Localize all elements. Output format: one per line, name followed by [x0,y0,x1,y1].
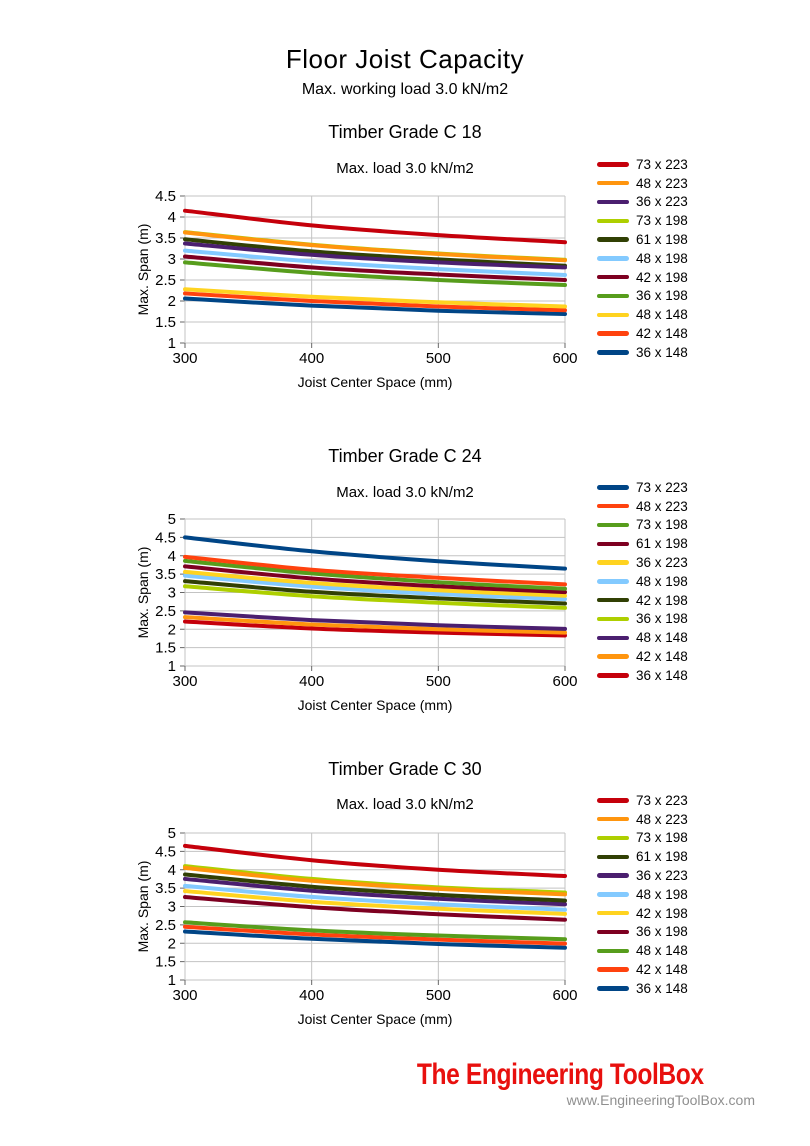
legend-item [597,572,797,591]
x-tick-label: 300 [172,673,198,690]
y-axis-title: Max. Span (m) [135,223,151,316]
legend-label: 48 x 198 [636,886,688,902]
y-tick-label: 2 [167,621,176,639]
legend-swatch [597,294,629,299]
legend-swatch [597,654,629,659]
y-tick-label: 2 [167,293,176,310]
legend-label: 73 x 198 [636,830,688,846]
x-tick-label: 500 [425,987,451,1004]
x-axis-title: Joist Center Space (mm) [297,1011,453,1027]
legend-label: 36 x 198 [636,924,688,940]
legend-swatch [597,836,629,841]
chart-title-c18: Timber Grade C 18 [328,122,482,142]
legend-item [597,666,797,685]
page-title: Floor Joist Capacity [285,44,525,74]
legend-label: 36 x 198 [636,611,688,627]
y-tick-label: 3 [167,898,176,916]
legend-item [597,591,797,610]
legend-item [597,516,797,535]
y-tick-label: 4 [167,547,176,565]
chart-svg-1 [130,505,600,735]
y-tick-label: 5 [167,825,176,842]
legend-swatch [597,200,629,205]
legend-swatch [597,313,629,318]
chart-subtitle-c18: Max. load 3.0 kN/m2 [336,160,474,177]
chart-title-c24: Timber Grade C 24 [328,446,482,466]
legend-swatch [597,181,629,186]
legend-label: 36 x 223 [636,194,688,210]
legend-swatch [597,219,629,224]
x-tick-label: 400 [299,350,325,367]
legend-swatch [597,560,629,565]
legend-label: 48 x 223 [636,811,688,827]
engineering-toolbox-url[interactable]: www.EngineeringToolBox.com [566,1092,755,1108]
legend-swatch [597,967,629,972]
y-axis-title: Max. Span (m) [135,546,151,639]
legend-label: 42 x 198 [636,269,688,285]
y-tick-label: 2.5 [155,602,176,620]
legend-label: 42 x 148 [636,326,688,342]
legend-item [597,268,797,287]
legend-swatch [597,930,629,935]
legend-label: 48 x 148 [636,307,688,323]
x-tick-label: 500 [425,673,451,690]
legend-item [597,249,797,268]
legend-item [597,610,797,629]
legend-item [597,829,797,848]
legend-item [597,904,797,923]
legend-label: 73 x 198 [636,213,688,229]
y-tick-label: 4.5 [155,843,176,861]
legend-label: 48 x 223 [636,498,688,514]
y-tick-label: 3 [167,584,176,602]
legend-item [597,305,797,324]
legend-item [597,810,797,829]
y-tick-label: 2.5 [155,272,176,289]
legend-label: 42 x 148 [636,962,688,978]
legend-label: 48 x 148 [636,943,688,959]
legend-label: 61 x 198 [636,536,688,552]
legend-item [597,155,797,174]
y-tick-label: 4.5 [155,529,176,547]
legend-c30 [597,791,797,998]
legend-item [597,497,797,516]
legend-swatch [597,504,629,509]
legend-label: 48 x 223 [636,175,688,191]
legend-swatch [597,798,629,803]
legend-label: 61 x 198 [636,849,688,865]
legend-label: 36 x 148 [636,980,688,996]
legend-item [597,885,797,904]
legend-item [597,847,797,866]
legend-label: 48 x 198 [636,573,688,589]
legend-item [597,174,797,193]
legend-swatch [597,817,629,822]
legend-swatch [597,485,629,490]
y-tick-label: 1.5 [155,953,176,971]
legend-label: 42 x 198 [636,905,688,921]
legend-label: 48 x 148 [636,630,688,646]
legend-swatch [597,673,629,678]
legend-item [597,553,797,572]
x-axis-title: Joist Center Space (mm) [297,374,453,390]
legend-label: 36 x 223 [636,555,688,571]
legend-swatch [597,350,629,355]
legend-item [597,941,797,960]
y-tick-label: 5 [167,511,176,528]
legend-item [597,324,797,343]
legend-swatch [597,275,629,280]
y-axis-title: Max. Span (m) [135,860,151,953]
y-tick-label: 1 [167,972,176,989]
y-tick-label: 4 [167,209,176,226]
legend-swatch [597,523,629,528]
legend-swatch [597,636,629,641]
chart-title-c30: Timber Grade C 30 [328,759,482,779]
legend-item [597,230,797,249]
legend-label: 42 x 148 [636,649,688,665]
legend-swatch [597,873,629,878]
y-tick-label: 1 [167,335,176,352]
legend-label: 61 x 198 [636,232,688,248]
legend-label: 36 x 198 [636,288,688,304]
legend-swatch [597,237,629,242]
x-tick-label: 600 [552,673,578,690]
chart-c18 [130,182,600,412]
legend-label: 73 x 223 [636,156,688,172]
legend-swatch [597,892,629,897]
y-tick-label: 3.5 [155,566,176,584]
chart-c30 [130,819,600,1049]
legend-item [597,211,797,230]
page-subtitle: Max. working load 3.0 kN/m2 [301,81,509,98]
legend-label: 48 x 198 [636,250,688,266]
legend-item [597,979,797,998]
y-tick-label: 1 [167,658,176,675]
legend-label: 73 x 223 [636,792,688,808]
y-tick-label: 4.5 [155,188,176,205]
legend-label: 36 x 148 [636,667,688,683]
legend-label: 73 x 223 [636,479,688,495]
y-tick-label: 2 [167,935,176,953]
chart-subtitle-c24: Max. load 3.0 kN/m2 [336,484,474,501]
y-tick-label: 3 [167,251,176,268]
legend-item [597,628,797,647]
legend-item [597,647,797,666]
x-tick-label: 300 [172,350,198,367]
legend-label: 36 x 223 [636,868,688,884]
chart-svg-0 [130,182,600,412]
legend-swatch [597,542,629,547]
legend-item [597,193,797,212]
legend-label: 42 x 198 [636,592,688,608]
chart-svg-2 [130,819,600,1049]
legend-item [597,343,797,362]
legend-item [597,478,797,497]
y-tick-label: 3.5 [155,230,176,247]
legend-swatch [597,162,629,167]
legend-item [597,534,797,553]
legend-item [597,960,797,979]
chart-c24 [130,505,600,735]
legend-swatch [597,855,629,860]
engineering-toolbox-logo: The Engineering ToolBox [417,1058,704,1091]
x-tick-label: 500 [425,350,451,367]
y-tick-label: 3.5 [155,880,176,898]
y-tick-label: 1.5 [155,639,176,657]
legend-c24 [597,478,797,685]
legend-label: 73 x 198 [636,517,688,533]
x-tick-label: 400 [299,987,325,1004]
y-tick-label: 4 [167,861,176,879]
legend-swatch [597,331,629,336]
legend-swatch [597,579,629,584]
y-tick-label: 1.5 [155,314,176,331]
legend-item [597,866,797,885]
legend-swatch [597,598,629,603]
y-tick-label: 2.5 [155,916,176,934]
legend-item [597,287,797,306]
x-tick-label: 300 [172,987,198,1004]
legend-label: 36 x 148 [636,344,688,360]
x-axis-title: Joist Center Space (mm) [297,697,453,713]
legend-swatch [597,986,629,991]
legend-swatch [597,911,629,916]
x-tick-label: 600 [552,987,578,1004]
x-tick-label: 400 [299,673,325,690]
legend-swatch [597,949,629,954]
legend-item [597,923,797,942]
legend-swatch [597,256,629,261]
legend-item [597,791,797,810]
chart-subtitle-c30: Max. load 3.0 kN/m2 [336,796,474,813]
x-tick-label: 600 [552,350,578,367]
legend-c18 [597,155,797,362]
legend-swatch [597,617,629,622]
